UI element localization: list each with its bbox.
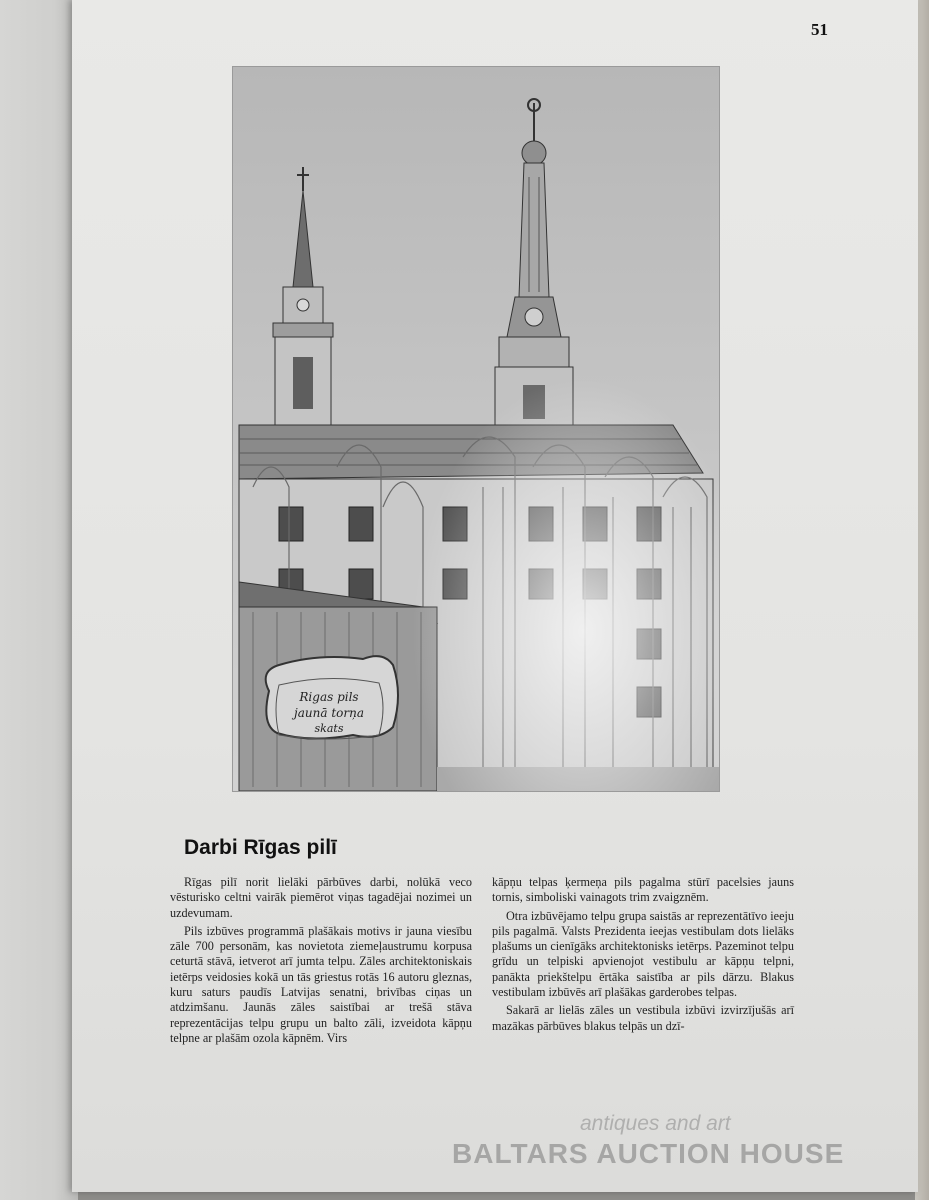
- facing-page-edge: [0, 0, 78, 1200]
- castle-illustration: [232, 66, 720, 792]
- cartouche-line-3: skats: [314, 722, 344, 735]
- book-page: [72, 0, 918, 1192]
- article-column-right: [492, 875, 794, 1037]
- cartouche-line-2: jaunā torņa: [294, 706, 364, 720]
- page-number: 51: [811, 20, 828, 39]
- article-title: Darbi Rīgas pilī: [184, 836, 337, 859]
- article-column-left: [170, 875, 472, 1049]
- paragraph: kāpņu telpas ķermeņa pils pagalma stūrī pacelsies jauns tornis, simboliski vainagots trim zvaigznēm.: [492, 875, 794, 905]
- auction-watermark: [452, 1100, 922, 1170]
- paragraph: Sakarā ar lielās zāles un vestibula izbūvi izvirzījušās arī mazākas pārbūves blakus telpās un dzī-: [492, 1003, 794, 1033]
- paragraph: Pils izbūves programmā plašākais motivs ir jauna viesību zāle 700 personām, kas novietota ziemeļaustrumu korpusa ceturtā stāvā, ietverot arī jumta telpu. Zāles architektoniskais ietērps veidosies kokā un tās griestus rotās 16 autoru gleznas, kuru saturs paudīs Latvijas senatni, brivības ciņas un atdzimšanu. Jaunās zāles saistībai ar trešā stāva reprezentācijas telpu grupu un balto zāli, izveidota kāpņu telpne ar plašām ozola kāpnēm. Virs: [170, 923, 472, 1045]
- paragraph: Otra izbūvējamo telpu grupa saistās ar reprezentātīvo ieeju pils pagalmā. Valsts Prezidenta ieejas vestibulam dots lielāks plašums un cienīgāks architektonisks ietērps. Pazeminot telpu grīdu un telpiski apvienojot vestibulu ar kāpņu telpni, panākta priekštelpu ērtāka saistība ar pils dārzu. Blakus vestibulam izbūvēs arī plašākas garderobes telpas.: [492, 908, 794, 1000]
- paragraph: Rīgas pilī norit lielāki pārbūves darbi, nolūkā veco vēsturisko celtni vairāk piemērot viņas tagadējai nozimei un uzdevumam.: [170, 875, 472, 920]
- cartouche: [266, 656, 398, 739]
- watermark-name: BALTARS AUCTION HOUSE: [452, 1138, 845, 1169]
- cartouche-line-1: Rigas pils: [299, 690, 359, 704]
- watermark-tagline: antiques and art: [580, 1112, 731, 1135]
